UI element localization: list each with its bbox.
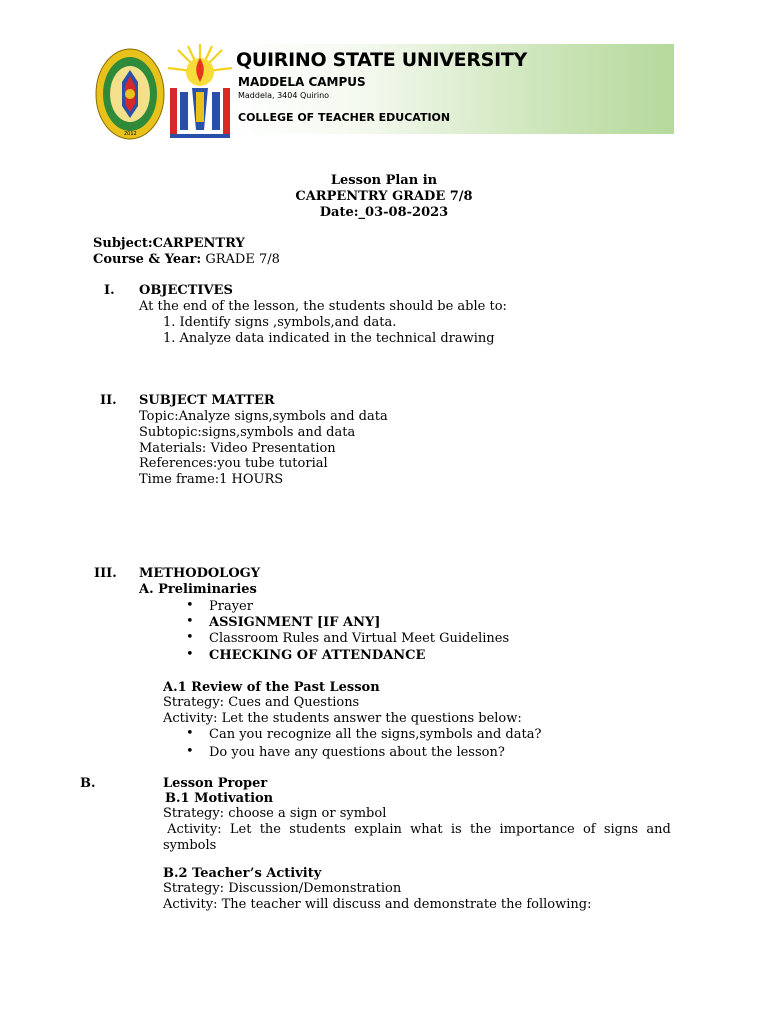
course-year-line — [93, 252, 280, 268]
seal-year: 2012 — [124, 131, 137, 137]
objective-item-1: 1. Identify signs ,symbols,and data. — [163, 315, 397, 330]
teacher-activity-heading: B.2 Teacher’s Activity — [163, 866, 322, 881]
subtopic-line: Subtopic:signs,symbols and data — [139, 425, 356, 440]
objectives-intro: At the end of the lesson, the students should be able to: — [139, 299, 507, 314]
review-heading: A.1 Review of the Past Lesson — [163, 680, 380, 695]
title-line-1: Lesson Plan in — [330, 173, 438, 188]
motivation-activity-line-2: symbols — [163, 838, 217, 853]
review-question-2: Do you have any questions about the lesson? — [209, 745, 505, 760]
motivation-strategy: Strategy: choose a sign or symbol — [163, 806, 387, 821]
objectives-heading: OBJECTIVES — [139, 283, 233, 298]
prelim-item-rules: Classroom Rules and Virtual Meet Guidelines — [209, 631, 510, 646]
bullet-icon: • — [186, 647, 194, 662]
teacher-activity: Activity: The teacher will discuss and demonstrate the following: — [163, 897, 592, 912]
university-name: QUIRINO STATE UNIVERSITY — [236, 49, 527, 71]
bullet-icon: • — [186, 726, 194, 741]
lesson-proper-letter: B. — [80, 776, 96, 791]
bullet-icon: • — [186, 744, 194, 759]
course-year-value: GRADE 7/8 — [201, 252, 280, 267]
teacher-strategy: Strategy: Discussion/Demonstration — [163, 881, 402, 896]
materials-line: Materials: Video Presentation — [139, 441, 336, 456]
prelim-item-attendance: CHECKING OF ATTENDANCE — [209, 648, 426, 663]
prelim-item-prayer: Prayer — [209, 599, 253, 614]
topic-line: Topic:Analyze signs,symbols and data — [139, 409, 388, 424]
title-line-2: CARPENTRY GRADE 7/8 — [295, 189, 473, 204]
time-frame-line: Time frame:1 HOURS — [139, 472, 284, 487]
university-seal-logo — [94, 46, 166, 142]
objective-item-2: 1. Analyze data indicated in the technical drawing — [163, 331, 495, 346]
subject-line: Subject:CARPENTRY — [93, 236, 245, 251]
review-strategy: Strategy: Cues and Questions — [163, 695, 360, 710]
references-line: References:you tube tutorial — [139, 456, 328, 471]
campus-address: Maddela, 3404 Quirino — [238, 91, 330, 100]
course-year-label: Course & Year: — [93, 252, 202, 267]
review-question-1: Can you recognize all the signs,symbols and data? — [209, 727, 542, 742]
methodology-numeral: III. — [94, 566, 117, 581]
subject-matter-heading: SUBJECT MATTER — [139, 393, 275, 408]
subject-matter-numeral: II. — [100, 393, 117, 408]
review-activity: Activity: Let the students answer the questions below: — [163, 711, 522, 726]
title-line-3: Date:_03-08-2023 — [319, 205, 449, 220]
bullet-icon: • — [186, 614, 194, 629]
methodology-heading: METHODOLOGY — [139, 566, 261, 581]
lesson-proper-heading: Lesson Proper — [163, 776, 268, 791]
college-name: COLLEGE OF TEACHER EDUCATION — [238, 111, 451, 124]
campus-name: MADDELA CAMPUS — [238, 75, 366, 89]
bullet-icon: • — [186, 630, 194, 645]
motivation-heading: B.1 Motivation — [165, 791, 274, 806]
motivation-activity-line-1: Activity: Let the students explain what is the importance of signs and — [163, 822, 671, 837]
preliminaries-heading: A. Preliminaries — [139, 582, 257, 597]
prelim-item-assignment: ASSIGNMENT [IF ANY] — [209, 615, 381, 630]
bullet-icon: • — [186, 598, 194, 613]
torch-emblem-logo — [166, 42, 234, 142]
objectives-numeral: I. — [104, 283, 115, 298]
